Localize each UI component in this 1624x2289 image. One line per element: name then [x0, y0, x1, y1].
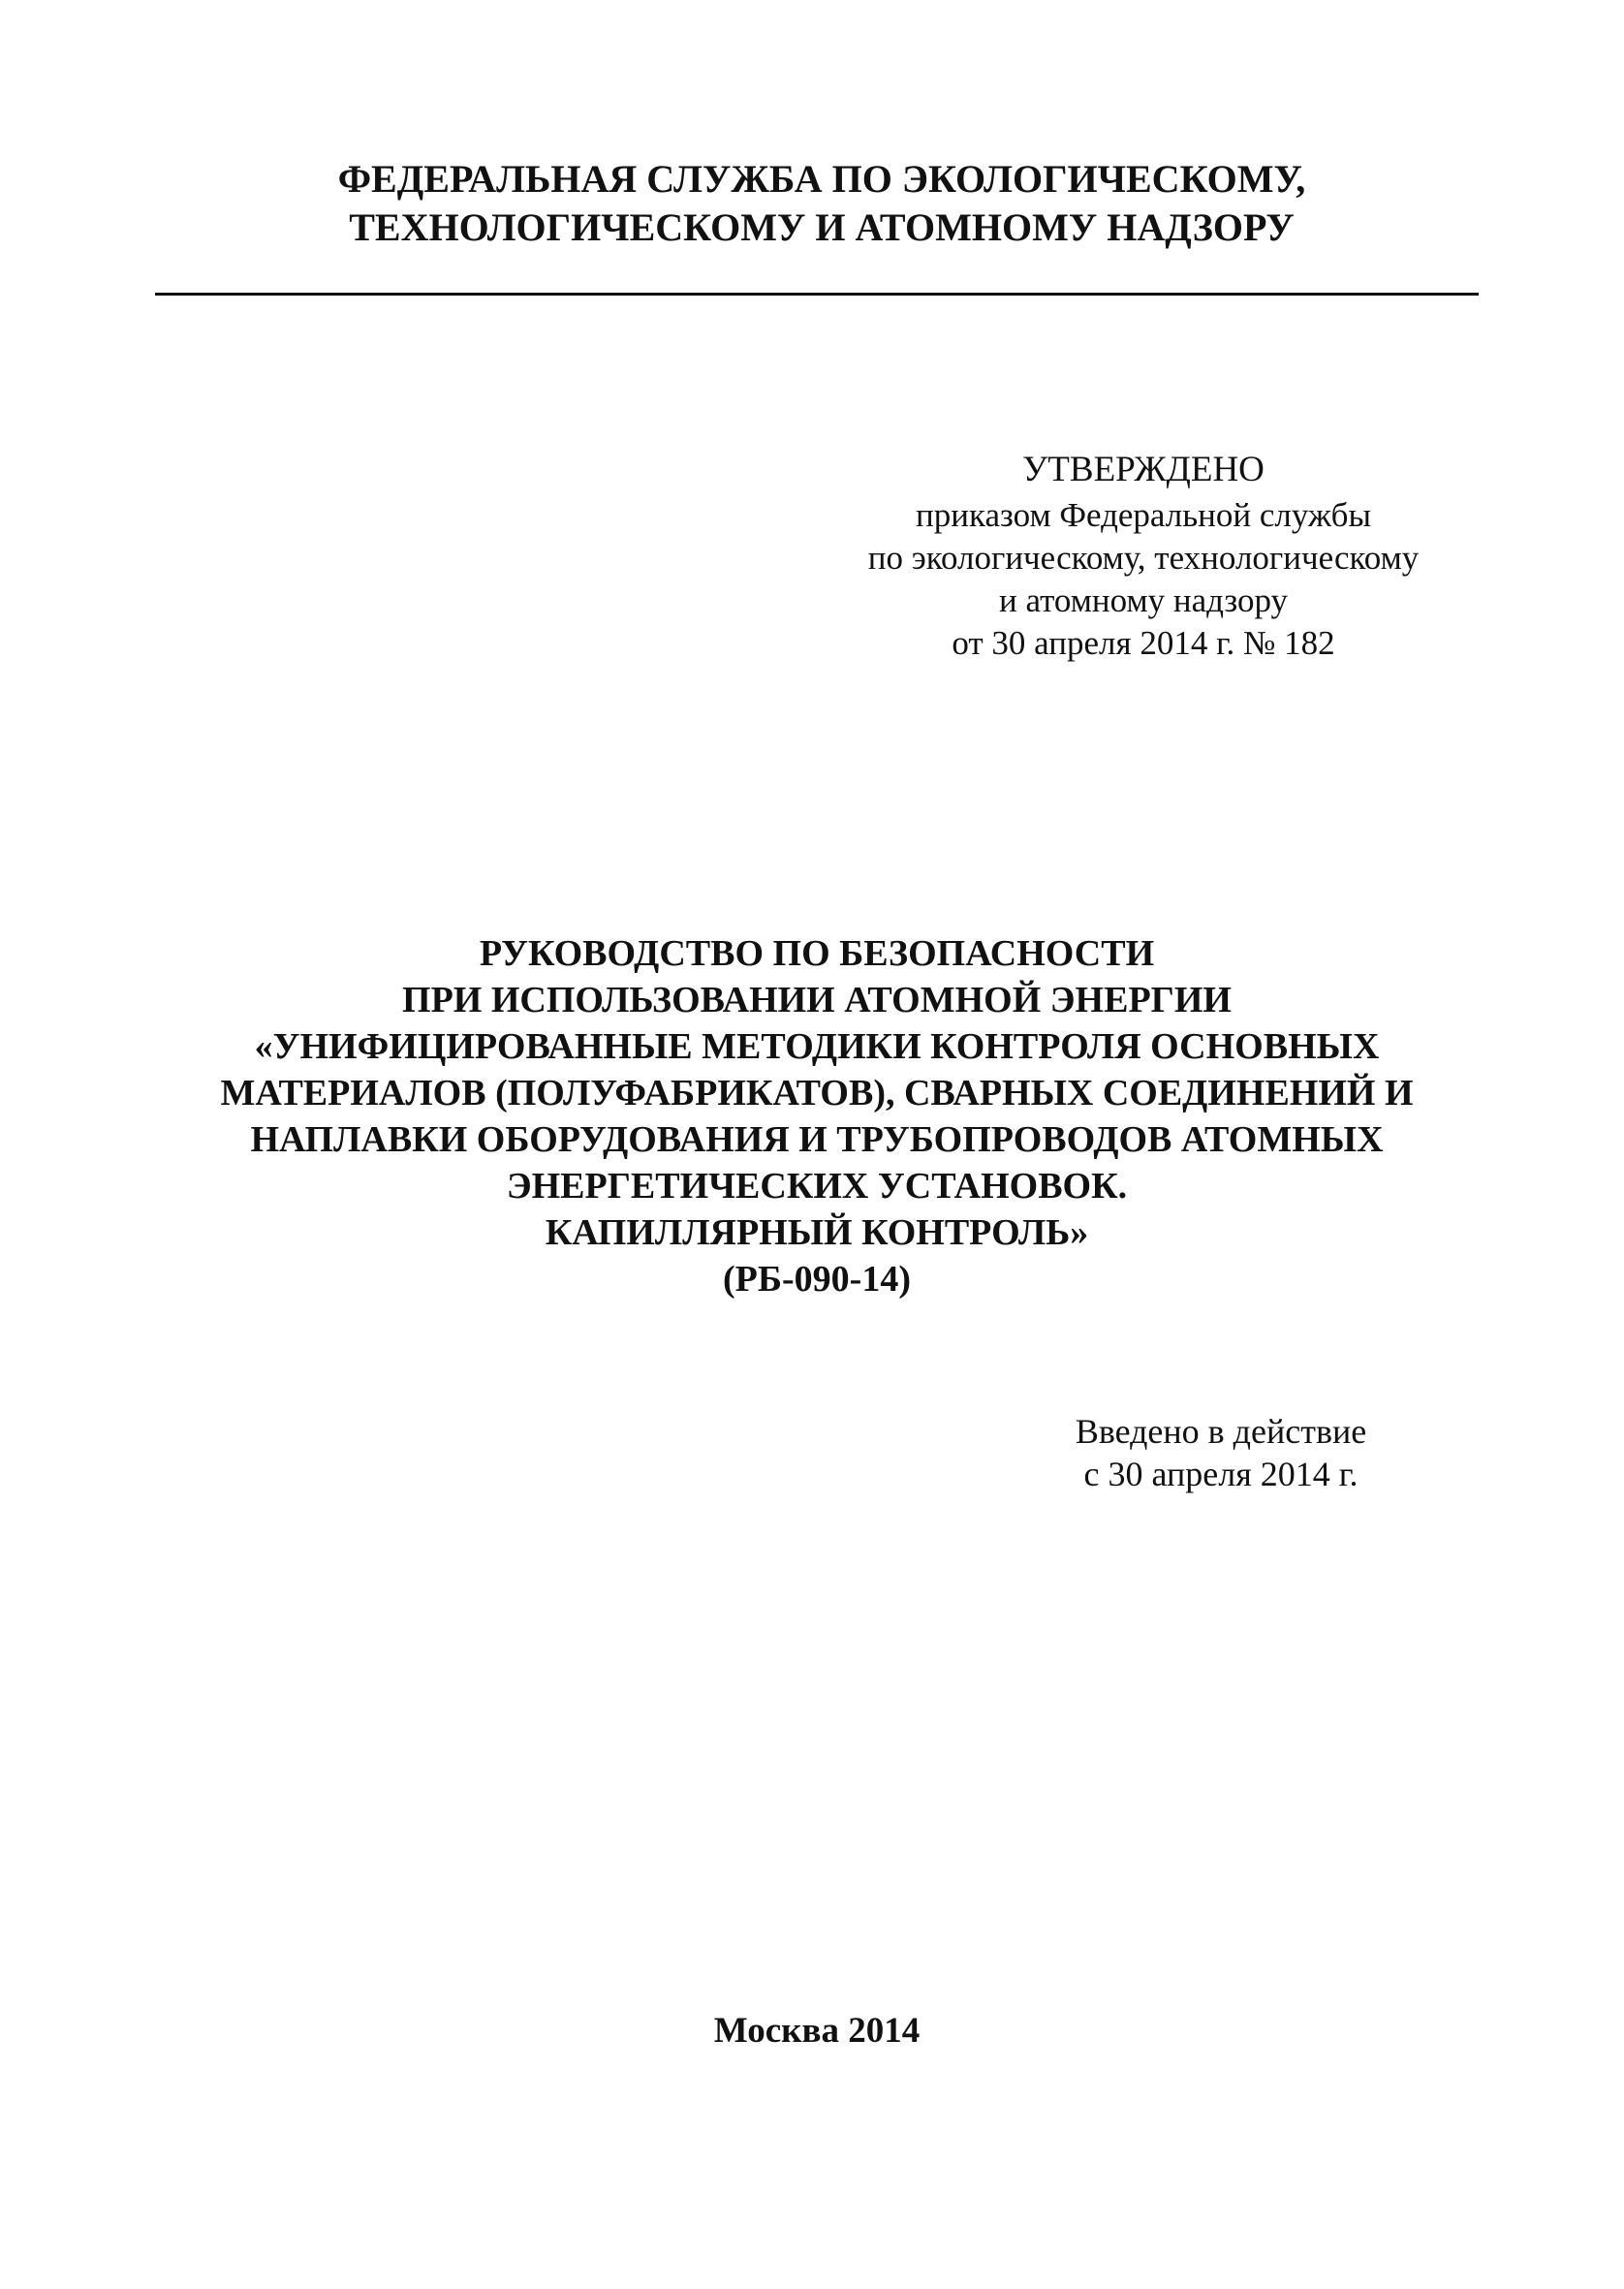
title-line-3: «УНИФИЦИРОВАННЫЕ МЕТОДИКИ КОНТРОЛЯ ОСНОВНЫХ: [254, 1026, 1380, 1067]
agency-header: [155, 155, 1488, 252]
approval-heading: УТВЕРЖДЕНО: [1022, 450, 1265, 489]
effective-line-1: Введено в действие: [1075, 1412, 1367, 1451]
agency-line-1: ФЕДЕРАЛЬНАЯ СЛУЖБА ПО ЭКОЛОГИЧЕСКОМУ,: [337, 157, 1306, 201]
approval-line-1: приказом Федеральной службы: [916, 496, 1371, 534]
effective-date-block: [969, 1410, 1473, 1495]
approval-line-3: и атомному надзору: [998, 581, 1289, 619]
effective-line-2: с 30 апреля 2014 г.: [1083, 1455, 1359, 1493]
approval-line-2: по экологическому, технологическому: [867, 539, 1420, 577]
header-divider: [155, 293, 1479, 296]
title-line-4: МАТЕРИАЛОВ (ПОЛУФАБРИКАТОВ), СВАРНЫХ СОЕДИНЕНИЙ И: [220, 1073, 1414, 1113]
title-line-2: ПРИ ИСПОЛЬЗОВАНИИ АТОМНОЙ ЭНЕРГИИ: [402, 980, 1232, 1020]
title-line-5: НАПЛАВКИ ОБОРУДОВАНИЯ И ТРУБОПРОВОДОВ АТОМНЫХ: [250, 1119, 1384, 1160]
title-line-7: КАПИЛЛЯРНЫЙ КОНТРОЛЬ»: [545, 1212, 1089, 1253]
document-title: [155, 930, 1479, 1302]
title-line-1: РУКОВОДСТВО ПО БЕЗОПАСНОСТИ: [479, 933, 1155, 974]
approval-line-4: от 30 апреля 2014 г. № 182: [952, 624, 1335, 662]
approval-block: [795, 446, 1492, 665]
agency-line-2: ТЕХНОЛОГИЧЕСКОМУ И АТОМНОМУ НАДЗОРУ: [349, 205, 1295, 249]
document-code: (РБ-090-14): [723, 1259, 911, 1300]
place-year: Москва 2014: [713, 2011, 921, 2051]
title-line-6: ЭНЕРГЕТИЧЕСКИХ УСТАНОВОК.: [506, 1166, 1128, 1207]
